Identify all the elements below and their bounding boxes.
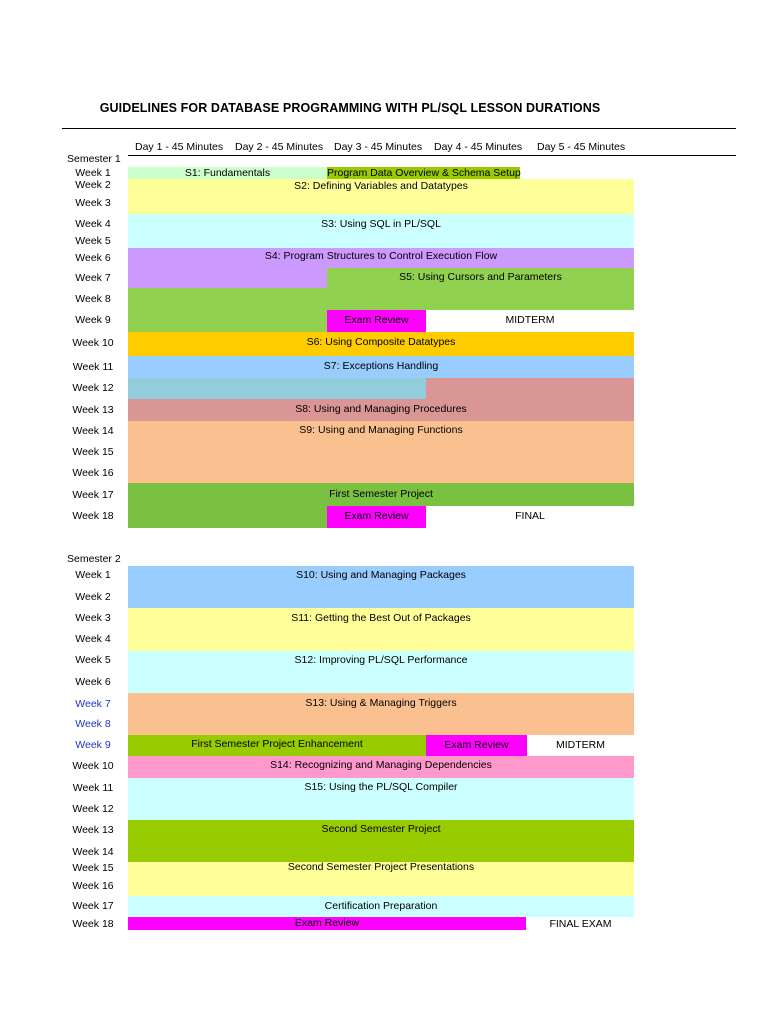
lesson-s5: S5: Using Cursors and Parameters	[399, 271, 562, 283]
s1-week-label: Week 13	[72, 404, 114, 416]
midterm-1-label: MIDTERM	[505, 314, 555, 326]
s1-week-label: Week 3	[75, 197, 111, 209]
semester-2-label: Semester 2	[67, 553, 121, 565]
s1-week-label: Week 1	[75, 167, 111, 179]
lesson-first-semester-project-enhancement: First Semester Project Enhancement	[191, 738, 363, 750]
semester-1-label: Semester 1	[67, 153, 121, 165]
s5-tail-block	[128, 310, 327, 332]
lesson-second-semester-project-presentations: Second Semester Project Presentations	[287, 861, 475, 873]
s2-week-label: Week 11	[72, 782, 114, 794]
lesson-s12: S12: Improving PL/SQL Performance	[294, 654, 468, 666]
s2-week-label: Week 3	[75, 612, 111, 624]
lesson-s9: S9: Using and Managing Functions	[299, 424, 463, 436]
s1-week-label: Week 6	[75, 252, 111, 264]
s2-week-label: Week 16	[72, 880, 114, 892]
final-1-label: FINAL	[515, 510, 545, 522]
s1-week-label: Week 12	[72, 382, 114, 394]
s2-week-label: Week 13	[72, 824, 114, 836]
s2-week-label: Week 5	[75, 654, 111, 666]
lesson-s15: S15: Using the PL/SQL Compiler	[304, 781, 458, 793]
day-header-5: Day 5 - 45 Minutes	[537, 141, 626, 153]
s1-week-label: Week 10	[72, 337, 114, 349]
page-title: GUIDELINES FOR DATABASE PROGRAMMING WITH PL/SQL LESSON DURATIONS	[99, 101, 601, 115]
s2-week-label: Week 1	[75, 569, 111, 581]
lesson-s14: S14: Recognizing and Managing Dependencies	[270, 759, 492, 771]
lesson-s8: S8: Using and Managing Procedures	[295, 403, 467, 415]
s1-week-label: Week 2	[75, 179, 111, 191]
day-header-1: Day 1 - 45 Minutes	[135, 141, 224, 153]
s2-week-label: Week 2	[75, 591, 111, 603]
s1-week-label: Week 17	[72, 489, 114, 501]
lesson-s10: S10: Using and Managing Packages	[296, 569, 466, 581]
s2-week-label: Week 6	[75, 676, 111, 688]
day-header-2: Day 2 - 45 Minutes	[235, 141, 324, 153]
final-exam-label: FINAL EXAM	[549, 918, 612, 930]
s2-week-label: Week 18	[72, 918, 114, 930]
s5-body-block	[128, 288, 634, 310]
lesson-s13: S13: Using & Managing Triggers	[305, 697, 457, 709]
s1-week-label: Week 4	[75, 218, 111, 230]
s2-week-label: Week 8	[75, 718, 111, 730]
title-divider	[62, 128, 736, 129]
lesson-second-semester-project: Second Semester Project	[321, 823, 441, 835]
lesson-s7: S7: Exceptions Handling	[323, 360, 439, 372]
s1-week-label: Week 11	[72, 361, 114, 373]
lesson-program-data-overview: Program Data Overview & Schema Setup	[327, 167, 521, 179]
midterm-2-label: MIDTERM	[556, 739, 605, 751]
s1-week-label: Week 16	[72, 467, 114, 479]
fsp-tail-block	[128, 506, 327, 528]
s1-week-label: Week 14	[72, 425, 114, 437]
lesson-exam-review-2: Exam Review	[344, 510, 409, 522]
s7-tail-block	[128, 378, 426, 399]
s1-week-label: Week 18	[72, 510, 114, 522]
lesson-exam-review-3: Exam Review	[444, 739, 509, 751]
lesson-exam-review-4: Exam Review	[294, 917, 360, 929]
lesson-s3: S3: Using SQL in PL/SQL	[321, 218, 441, 230]
s2-week-label: Week 12	[72, 803, 114, 815]
lesson-s11: S11: Getting the Best Out of Packages	[291, 612, 471, 624]
lesson-first-semester-project: First Semester Project	[329, 488, 433, 500]
s2-week-label: Week 10	[72, 760, 114, 772]
day-header-3: Day 3 - 45 Minutes	[334, 141, 423, 153]
s2-week-label: Week 7	[75, 698, 111, 710]
lesson-s2: S2: Defining Variables and Datatypes	[294, 180, 468, 192]
s2-week-label: Week 15	[72, 862, 114, 874]
s1-week-label: Week 15	[72, 446, 114, 458]
s1-week-label: Week 7	[75, 272, 111, 284]
lesson-exam-review-1: Exam Review	[344, 314, 409, 326]
lesson-s4: S4: Program Structures to Control Execution Flow	[264, 250, 498, 262]
s2-week-label: Week 4	[75, 633, 111, 645]
lesson-s1: S1: Fundamentals	[184, 167, 271, 179]
header-divider	[128, 155, 736, 156]
lesson-s6: S6: Using Composite Datatypes	[306, 336, 456, 348]
day-header-4: Day 4 - 45 Minutes	[434, 141, 523, 153]
s8-start-block	[426, 378, 634, 399]
s1-week-label: Week 8	[75, 293, 111, 305]
s4-tail-block	[128, 268, 327, 288]
s1-week-label: Week 9	[75, 314, 111, 326]
s1-week-label: Week 5	[75, 235, 111, 247]
lesson-certification-preparation: Certification Preparation	[324, 900, 438, 912]
s2-week-label: Week 9	[75, 739, 111, 751]
s2-week-label: Week 14	[72, 846, 114, 858]
s2-week-label: Week 17	[72, 900, 114, 912]
